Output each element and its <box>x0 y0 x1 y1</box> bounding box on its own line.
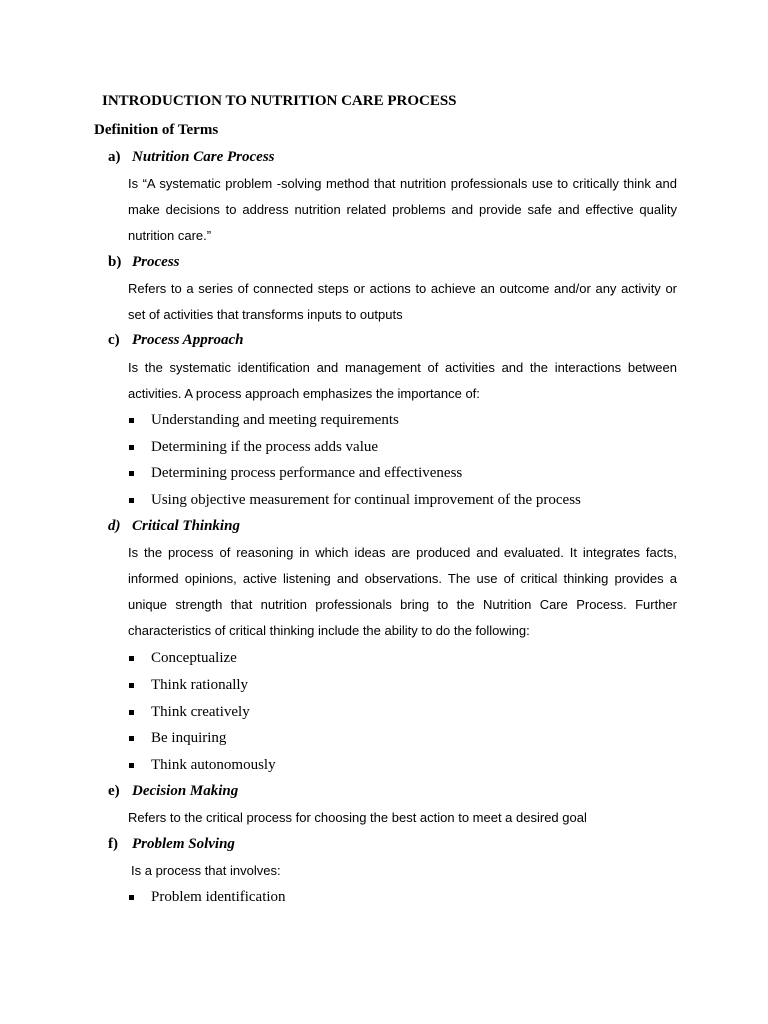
square-bullet-icon <box>129 498 134 503</box>
document-title: INTRODUCTION TO NUTRITION CARE PROCESS <box>102 93 457 109</box>
list-item-text: Problem identification <box>151 889 286 905</box>
term-marker: d) <box>108 518 121 534</box>
list-item-text: Using objective measurement for continual improvement of the process <box>151 492 581 508</box>
term-heading: Nutrition Care Process <box>132 149 275 165</box>
square-bullet-icon <box>129 445 134 450</box>
square-bullet-icon <box>129 763 134 768</box>
term-marker: a) <box>108 149 121 165</box>
list-item-text: Think autonomously <box>151 757 276 773</box>
square-bullet-icon <box>129 656 134 661</box>
square-bullet-icon <box>129 736 134 741</box>
list-item-text: Conceptualize <box>151 650 237 666</box>
square-bullet-icon <box>129 418 134 423</box>
square-bullet-icon <box>129 895 134 900</box>
square-bullet-icon <box>129 471 134 476</box>
term-definition: Is “A systematic problem -solving method that nutrition professionals use to critically think and make decisions to address nutrition related problems and provide safe and effective quality nutrition care.” <box>128 176 677 243</box>
term-definition: Is the systematic identification and management of activities and the interactions between activities. A process approach emphasizes the importance of: <box>128 360 677 401</box>
list-item-text: Think creatively <box>151 704 250 720</box>
term-heading: Process Approach <box>132 332 244 348</box>
square-bullet-icon <box>129 683 134 688</box>
term-definition: Refers to a series of connected steps or actions to achieve an outcome and/or any activity or set of activities that transforms inputs to outputs <box>128 281 677 322</box>
term-marker: e) <box>108 783 120 799</box>
term-marker: f) <box>108 836 118 852</box>
term-definition: Is a process that involves: <box>131 863 281 878</box>
term-heading: Process <box>132 254 180 270</box>
term-definition: Refers to the critical process for choosing the best action to meet a desired goal <box>128 810 587 825</box>
list-item-text: Determining process performance and effectiveness <box>151 465 463 481</box>
term-heading: Decision Making <box>132 783 239 799</box>
list-item-text: Think rationally <box>151 677 249 693</box>
term-heading: Problem Solving <box>132 836 235 852</box>
term-definition: Is the process of reasoning in which ideas are produced and evaluated. It integrates facts, informed opinions, active listening and observations. The use of critical thinking provides a unique strength that nutrition professionals bring to the Nutrition Care Process. Further characteristics of critical thinking include the ability to do the following: <box>128 545 677 638</box>
list-item-text: Be inquiring <box>151 730 227 746</box>
section-subtitle: Definition of Terms <box>94 122 219 138</box>
list-item-text: Understanding and meeting requirements <box>151 412 399 428</box>
term-heading: Critical Thinking <box>132 518 240 534</box>
list-item-text: Determining if the process adds value <box>151 439 379 455</box>
term-marker: b) <box>108 254 122 270</box>
square-bullet-icon <box>129 710 134 715</box>
term-marker: c) <box>108 332 120 348</box>
